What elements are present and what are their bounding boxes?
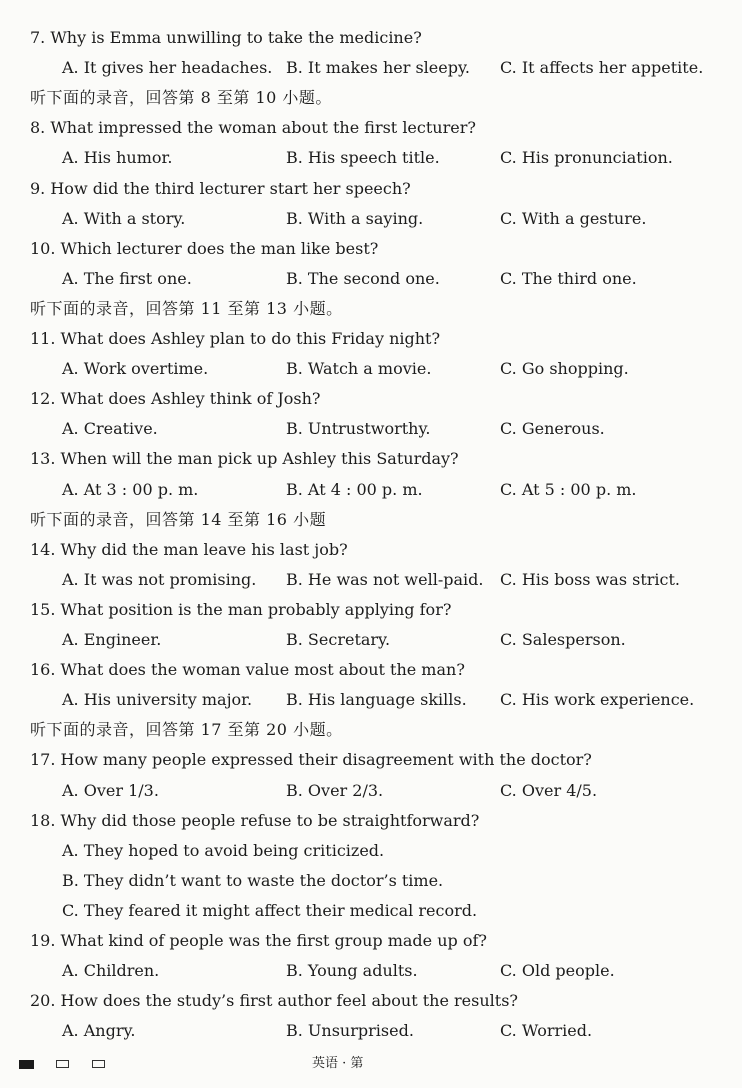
question: 10. Which lecturer does the man like best? [30,239,379,258]
answer-option-line: C. They feared it might affect their medical record. [62,901,478,920]
option-b: B. At 4 : 00 p. m. [286,480,423,499]
option-c: C. With a gesture. [500,209,647,228]
question: 12. What does Ashley think of Josh? [30,389,321,408]
option-a: A. With a story. [62,209,186,228]
option-a: A. At 3 : 00 p. m. [62,480,199,499]
option-a: A. His humor. [62,148,173,167]
answer-options [0,148,742,168]
answer-options [0,781,742,801]
option-a: A. It was not promising. [62,570,257,589]
answer-options [0,570,742,590]
question: 13. When will the man pick up Ashley this Saturday? [30,449,459,468]
option-c: C. His pronunciation. [500,148,673,167]
option-c: C. Salesperson. [500,630,626,649]
answer-options [0,690,742,710]
option-c: C. Go shopping. [500,359,629,378]
option-b: B. Secretary. [286,630,391,649]
option-a: A. It gives her headaches. [62,58,273,77]
question: 16. What does the woman value most about the man? [30,660,465,679]
option-c: C. Old people. [500,961,615,980]
option-c: C. The third one. [500,269,637,288]
option-c: C. Worried. [500,1021,593,1040]
answer-options [0,269,742,289]
answer-options [0,209,742,229]
option-b: B. The second one. [286,269,440,288]
option-b: B. With a saying. [286,209,424,228]
option-b: B. Over 2/3. [286,781,384,800]
option-a: A. Work overtime. [62,359,209,378]
empty-square-mark [92,1060,105,1068]
answer-option-line: B. They didn’t want to waste the doctor’s time. [62,871,444,890]
option-b: B. Watch a movie. [286,359,432,378]
section-instruction: 听下面的录音，回答第 14 至第 16 小题 [30,510,327,529]
answer-options [0,961,742,981]
question: 20. How does the study’s first author feel about the results? [30,991,518,1010]
option-b: B. He was not well-paid. [286,570,484,589]
question: 11. What does Ashley plan to do this Friday night? [30,329,441,348]
question: 15. What position is the man probably applying for? [30,600,452,619]
option-b: B. His language skills. [286,690,467,709]
option-b: B. Untrustworthy. [286,419,431,438]
answer-options [0,419,742,439]
question: 9. How did the third lecturer start her speech? [30,179,411,198]
answer-options [0,1021,742,1041]
page-footer [0,1058,742,1076]
option-a: A. Angry. [62,1021,136,1040]
question: 19. What kind of people was the first group made up of? [30,931,487,950]
question: 14. Why did the man leave his last job? [30,540,348,559]
answer-options [0,58,742,78]
section-instruction: 听下面的录音，回答第 8 至第 10 小题。 [30,88,332,107]
question: 7. Why is Emma unwilling to take the medicine? [30,28,422,47]
option-a: A. Creative. [62,419,158,438]
empty-square-mark [56,1060,69,1068]
option-c: C. His boss was strict. [500,570,681,589]
option-b: B. It makes her sleepy. [286,58,470,77]
option-b: B. Unsurprised. [286,1021,414,1040]
section-instruction: 听下面的录音，回答第 11 至第 13 小题。 [30,299,343,318]
option-c: C. Over 4/5. [500,781,598,800]
section-instruction: 听下面的录音，回答第 17 至第 20 小题。 [30,720,343,739]
answer-options [0,359,742,379]
footer-text: 英语 · 第 [312,1056,364,1071]
question: 17. How many people expressed their disagreement with the doctor? [30,750,592,769]
question: 18. Why did those people refuse to be straightforward? [30,811,480,830]
option-a: A. Children. [62,961,160,980]
option-b: B. His speech title. [286,148,440,167]
option-a: A. Engineer. [62,630,162,649]
answer-options [0,480,742,500]
option-a: A. His university major. [62,690,253,709]
option-b: B. Young adults. [286,961,418,980]
option-c: C. His work experience. [500,690,695,709]
option-c: C. It affects her appetite. [500,58,704,77]
option-c: C. Generous. [500,419,605,438]
option-a: A. Over 1/3. [62,781,159,800]
answer-options [0,630,742,650]
option-a: A. The first one. [62,269,192,288]
filled-square-mark [19,1060,34,1069]
option-c: C. At 5 : 00 p. m. [500,480,637,499]
question: 8. What impressed the woman about the first lecturer? [30,118,476,137]
answer-option-line: A. They hoped to avoid being criticized. [62,841,385,860]
